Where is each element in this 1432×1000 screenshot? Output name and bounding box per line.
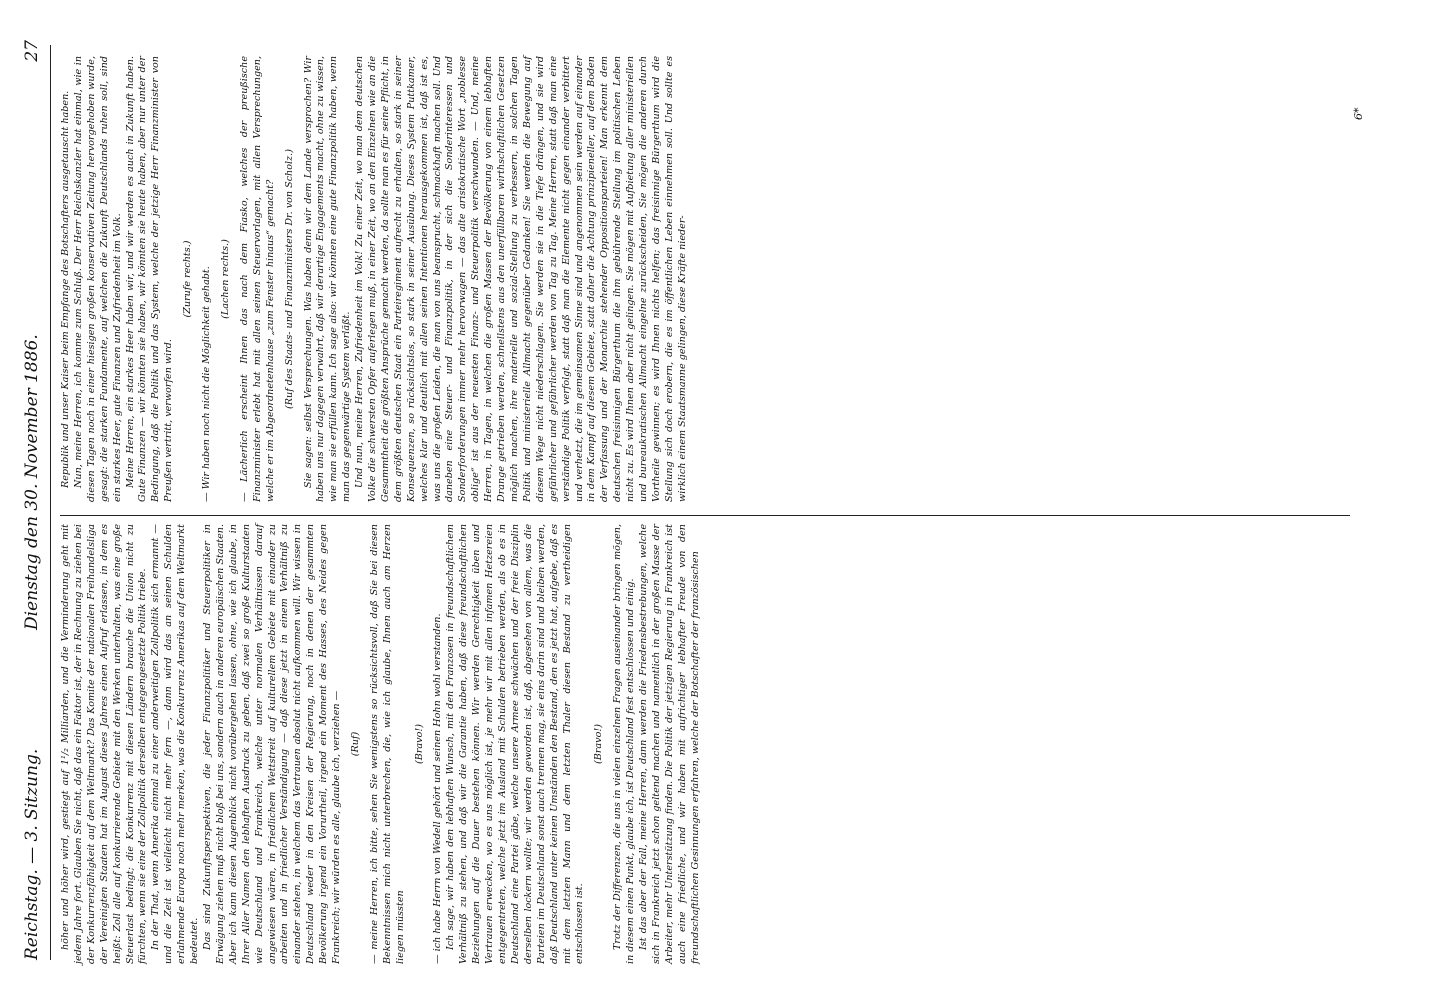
paragraph: Meine Herren, ein starkes Heer haben wir, und wir werden es auch in Zukunft haben. Gute Finanzen — wir könnten sie haben, wir könnten sie heute haben, aber nur unter der Bedingung, daß die Politik und das System, welche der jetzige Herr Finanzminister von Preußen vertritt, verworfen wird. (124, 56, 175, 502)
stage-direction: (Bravo!) (413, 724, 425, 764)
stage-direction: (Lachen rechts.) (219, 239, 231, 319)
paragraph: Nun, meine Herren, ich komme zum Schluß. Der Herr Reichskanzler hat einmal, wie in diesen Tagen noch in einer hiesigen großen konservativen Zeitung hervorgehoben wurde, gesagt: die starken Fundamente, auf welchen die Zukunft Deutschlands ruhen soll, sind ein starkes Heer, gute Finanzen und Zufriedenheit im Volk. (72, 56, 123, 502)
stage-direction: (Zurufe rechts.) (182, 240, 194, 318)
left-text-column (60, 524, 703, 964)
paragraph: höher und höher wird, gestiegt auf 1¹/₂ Milliarden, und die Verminderung geht mit jedem Jahre fort. Glauben Sie nicht, daß das ein Faktor ist, der in Rechnung zu ziehen bei der Konkurrenzfähigkeit auf dem Weltmarkt? Das Komite der nationalen Freihandelsliga der Vereinigten Staaten hat im August dieses Jahres einen Aufruf erlassen, in dem es heißt: Zoll alle auf konkurrierende Gebiete mit den Werken unterhalten, was eine große Steuerlast bedingt; die Konkurrenz mit diesen Ländern brauche die Union nicht zu fürchten, wenn sie eine der Zollpolitik derselben entgegengesetzte Politik triebe. (60, 524, 149, 964)
right-text-column (60, 56, 690, 502)
paragraph: — Lächerlich erscheint Ihnen das nach dem Fiasko, welches der preußische Finanzminister erlebt hat mit allen seinen Steuervorlagen, mit allen Versprechungen, welche er im Abgeordnetenhause „zum Fenster hinaus“ gemacht? (238, 56, 276, 502)
header-date: Dienstag den 30. November 1886. (22, 334, 42, 630)
stage-direction: (Bravo!) (593, 724, 605, 764)
header-rule (50, 45, 51, 960)
paragraph: Sie sagen: selbst Versprechungen. Was haben denn wir dem Lande versprochen? Wir haben uns nur dagegen verwahrt, daß wir derartige Engagements macht, ohne zu wissen, wie man sie erfüllen kann. Ich sage also: wir könnten eine gute Finanzpolitik haben, wenn man das gegenwärtige System verläßt. (302, 56, 353, 502)
paragraph: Trotz der Differenzen, die uns in vielen einzelnen Fragen auseinander bringen mögen, in diesem einen Punkt, glaube ich, ist Deutschland fest entschlossen und einig. (612, 524, 637, 964)
paragraph: Republik und unser Kaiser beim Empfange des Botschafters ausgetauscht haben. (60, 90, 71, 488)
stage-direction: (Ruf) (349, 731, 361, 757)
page-number: 27 (22, 40, 42, 62)
dfg-sidebar (1411, 0, 1432, 1000)
paragraph: In der That, wenn Amerika einmal zu einer anderweitigen Zollpolitik sich ermannt — und die Zeit ist vielleicht nicht mehr fern —, dann wird das an seinen Schulden erlahmende Europa noch mehr merken, was die Konkurrenz Amerikas auf dem Weltmarkt bedeutet. (150, 524, 201, 964)
paragraph: Ist das aber der Fall, meine Herren, dann werden die Friedensbestrebungen, welche sich in Frankreich jetzt schon geltend machen und namentlich in der großen Masse der Arbeiter, mehr Unterstützung finden. Die Politik der jetzigen Regierung in Frankreich ist auch eine friedliche, und wir haben mit aufrichtiger lebhafter Freude von den freundschaftlichen Gesinnungen erfahren, welche der Botschafter der französischen (638, 524, 701, 964)
paragraph: Das sind Zukunftsperspektiven, die jeder Finanzpolitiker und Steuerpolitiker in Erwägung ziehen muß nicht bloß bei uns, sondern auch in anderen europäischen Staaten. Aber ich kann diesen Augenblick nicht vorübergehen lassen, ohne, wie ich glaube, in Ihrer Aller Namen den lebhaften Ausdruck zu geben, daß zwei so große Kulturstaaten wie Deutschland und Frankreich, welche unter normalen Verhältnissen darauf angewiesen wären, in friedlichem Wettstreit auf kulturellem Gebiete mit einander zu arbeiten und in friedlicher Verständigung — daß diese jetzt in einem Verhältniß zu einander stehen, in welchem das Vertrauen absolut nicht aufkommen will. Wir wissen in Deutschland weder in den Kreisen der Regierung, noch in denen der gesammten Bevölkerung irgend ein Vorurtheil, irgend ein Moment des Hasses, des Neides gegen Frankreich; wir würden es alle, glaube ich, verziehen — (201, 524, 343, 964)
running-header (22, 40, 52, 960)
paragraph: — meine Herren, ich bitte, sehen Sie wenigstens so rücksichtsvoll, daß Sie bei diesen Bekenntnissen mich nicht unterbrechen, die, wie ich glaube, Ihnen auch am Herzen liegen müssten (368, 524, 406, 964)
signature-mark: 6* (1352, 107, 1365, 120)
stage-direction: (Ruf des Staats- und Finanzministers Dr. von Scholz.) (283, 149, 295, 409)
paragraph: Ich sage, wir haben den lebhaften Wunsch, mit den Franzosen in freundschaftlichem Verhältniß zu stehen, und daß wir die Garantie haben, daß diese freundschaftlichen Beziehungen auf die Dauer bestehen können. Wir werden Gerechtigkeit üben und Vertrauen erwecken, wo es uns möglich ist, je mehr wir mit allen infamen Hetzereien entgegentreten, welche jetzt im Ausland mit Schulden betrieben werden, als ob es in Deutschland eine Partei gäbe, welche unsere Armee schwächen und der freie Disziplin derselben lockern wollte; wir werden geworden ist, daß, abgesehen von allem, was die Parteien im Deutschland sonst auch trennen mag, sie eins darin sind und bleiben werden, daß Deutschland unter keinen Umständen den Bestand, den es jetzt hat, aufgebe, daß es mit dem letzten Mann und dem letzten Thaler diesen Bestand zu vertheidigen entschlossen ist. (445, 524, 586, 964)
header-left: Reichstag. — 3. Sitzung. (22, 748, 42, 960)
paragraph: Und nun, meine Herren, Zufriedenheit im Volk! Zu einer Zeit, wo man dem deutschen Volke die schwersten Opfer auferlegen muß, in einer Zeit, wo an den Einzelnen wie an die Gesammtheit die größten Ansprüche gemacht werden, da sollte man es für seine Pflicht, in dem größten deutschen Staat ein Parteiregiment aufrecht zu erhalten, so stark in seiner Konsequenzen, so rücksichtslos, so stark in seiner Ausübung. Dieses System Puttkamer, welches klar und deutlich mit allen seinen Intentionen herausgekommen ist, daß ist es, was uns die großen Leiden, die man von uns beansprucht, schmackhaft machen soll. Und daneben eine Steuer- und Finanzpolitik, in der sich die Sonderinteressen und Sonderforderungen immer mehr hervorwagen — das alte aristokratische Wort „noblesse oblige“ ist aus der neuesten Finanz- und Steuerpolitik verschwunden. — Und, meine Herren, in Tagen, in welchen die großen Massen der Bevölkerung von einem lebhaften Drange getrieben werden, schnellstens aus den unerfüllbaren wirthschaftlichen Gesetzen möglich machen, ihre materielle und sozial-Stellung zu verbessern, in solchen Tagen Politik und ministerielle Allmacht gegenüber Gedanken! Sie werden die Bewegung auf diesem Wege nicht niederschlagen. Sie werden sie in die Tiefe drängen, und sie wird gefährlicher und gefährlicher werden von Tag zu Tag. Meine Herren, statt daß man eine verständige Politik verfolgt, statt daß man die Elemente nicht gegen einander verbittert und verhetzt, die im gemeinsamen Sinne sind und angenommen sein werden auf einander in dem Kampf auf diesem Gebiete, statt daher die Achtung prinzipieneller, auf dem Boden der Verfassung und der Monarchie stehender Oppositionsparteien! Man erkennt dem deutschen freisinnigen Bürgerthum die ihm gebührende Stellung im politischen Leben nicht zu. Es wird Ihnen aber nicht gelingen. Sie mögen mit Aufbietung aller ministeriellen und bureaukratischen Allmacht eingelne zurückscheiden, Sie mögen die anderen durch Vortheile gewinnen; es wird Ihnen nichts helfen; das freisinnige Bürgerthum wird die Stellung sich doch erobern, die es im öffentlichen Leben einnehmen soll. Und sollte es wirklich einem Staatsmanne gelingen, diese Kräfte nieder- (354, 56, 688, 502)
paragraph: — ich habe Herrn von Wedell gehört und seinen Hohn wohl verstanden. (432, 613, 444, 964)
column-divider (60, 515, 1350, 516)
paragraph: — Wir haben noch nicht die Möglichkeit gehabt. (201, 266, 213, 502)
